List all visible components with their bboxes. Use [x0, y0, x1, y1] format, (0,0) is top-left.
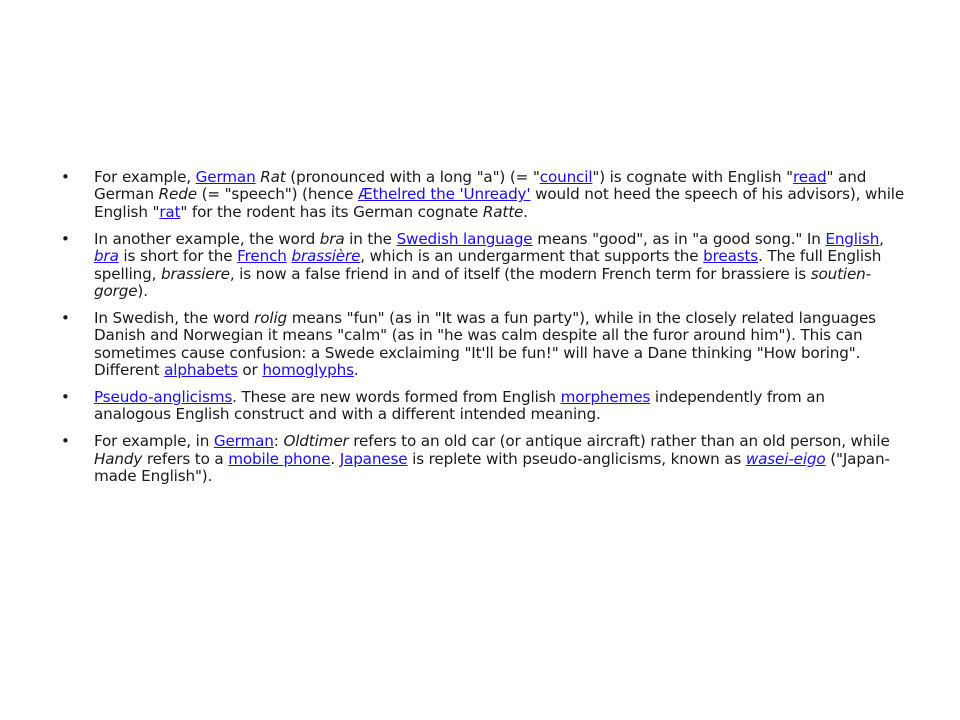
italic-term: Ratte: [482, 202, 524, 221]
text-run: is short for the: [118, 247, 238, 266]
bullet-item: [60, 231, 906, 301]
bullet-marker: •: [61, 432, 70, 451]
text-run: ") is cognate with English ": [592, 168, 793, 186]
text-run: means "good", as in "a good song." In: [532, 229, 826, 248]
link-german[interactable]: German: [195, 168, 256, 186]
bullet-text: [94, 230, 884, 300]
italic-term: Rede: [158, 185, 197, 204]
text-run: in the: [344, 229, 397, 248]
text-run: " and German: [94, 168, 867, 204]
link-german[interactable]: German: [213, 432, 274, 451]
text-run: independently from an analogous English construct and with a different intended meaning.: [94, 387, 825, 424]
link-homoglyphs[interactable]: homoglyphs: [262, 361, 354, 380]
bullet-text: [94, 432, 890, 485]
italic-term: brassiere: [160, 264, 230, 283]
link-read[interactable]: read: [792, 168, 827, 186]
text-run: For example, in: [94, 432, 214, 451]
bullet-item: [60, 169, 906, 221]
text-run: ).: [137, 281, 148, 300]
text-run: , is now a false friend in and of itself (the modern French term for brassiere is: [229, 264, 811, 283]
bullet-marker: •: [61, 308, 70, 327]
link-bra[interactable]: bra: [94, 247, 119, 266]
link-english[interactable]: English: [825, 229, 880, 248]
link-japanese[interactable]: Japanese: [339, 449, 408, 468]
text-run: or: [237, 361, 263, 380]
text-run: would not heed the speech of his advisors), while English ": [94, 185, 905, 221]
text-run: . These are new words formed from English: [232, 387, 561, 406]
bullet-item: [60, 310, 906, 380]
text-run: :: [273, 432, 284, 451]
italic-term: Handy: [94, 449, 143, 468]
italic-term: soutien-gorge: [94, 264, 871, 300]
link-morphemes[interactable]: morphemes: [560, 387, 651, 406]
text-run: is replete with pseudo-anglicisms, known as: [407, 449, 746, 468]
italic-term: Oldtimer: [283, 432, 349, 451]
italic-term: Rat: [260, 168, 286, 186]
link-brassi-re[interactable]: brassière: [291, 247, 361, 266]
bullet-text: [94, 388, 825, 423]
bullet-text: [94, 168, 904, 221]
text-run: means "fun" (as in "It was a fun party"), while in the closely related languages Danish and Norwegian it means "calm" (as in "he was calm despite all the furor around him"). This can sometimes cause confusion: a Swede exclaiming "It'll be fun!" will have a Dane thinking "How boring". Different: [94, 308, 876, 380]
text-run: In another example, the word: [94, 229, 320, 248]
bullet-item: [60, 433, 906, 485]
text-run: refers to an old car (or antique aircraft) rather than an old person, while: [348, 432, 890, 451]
link-mobile-phone[interactable]: mobile phone: [228, 449, 331, 468]
text-run: .: [330, 449, 340, 468]
link-breasts[interactable]: breasts: [703, 247, 759, 266]
text-run: .: [523, 202, 528, 221]
italic-term: rolig: [254, 308, 288, 327]
text-run: " for the rodent has its German cognate: [180, 202, 483, 221]
text-run: . The full English spelling,: [94, 247, 882, 283]
bullet-marker: •: [61, 168, 70, 186]
link-alphabets[interactable]: alphabets: [164, 361, 238, 380]
text-run: In Swedish, the word: [94, 308, 255, 327]
italic-term: bra: [319, 229, 345, 248]
link-thelred-the-unready[interactable]: Æthelred the 'Unready': [358, 185, 531, 204]
text-run: For example,: [94, 168, 196, 186]
text-run: (= "speech") (hence: [196, 185, 359, 204]
link-wasei-eigo[interactable]: wasei-eigo: [745, 449, 826, 468]
bullet-text: [94, 309, 876, 379]
link-council[interactable]: council: [539, 168, 593, 186]
bullet-marker: •: [61, 387, 70, 406]
bullet-marker: •: [61, 229, 70, 248]
text-run: (pronounced with a long "a") (= ": [285, 168, 540, 186]
text-run: .: [353, 361, 359, 380]
link-rat[interactable]: rat: [159, 202, 181, 221]
bullet-item: [60, 389, 906, 424]
link-swedish-language[interactable]: Swedish language: [396, 229, 533, 248]
link-french[interactable]: French: [237, 247, 287, 266]
bullet-list: [60, 169, 906, 495]
link-pseudo-anglicisms[interactable]: Pseudo-anglicisms: [94, 387, 233, 406]
text-run: ,: [879, 229, 884, 248]
text-run: ("Japan-made English").: [94, 449, 890, 486]
text-run: refers to a: [142, 449, 229, 468]
text-run: , which is an undergarment that supports the: [360, 247, 704, 266]
